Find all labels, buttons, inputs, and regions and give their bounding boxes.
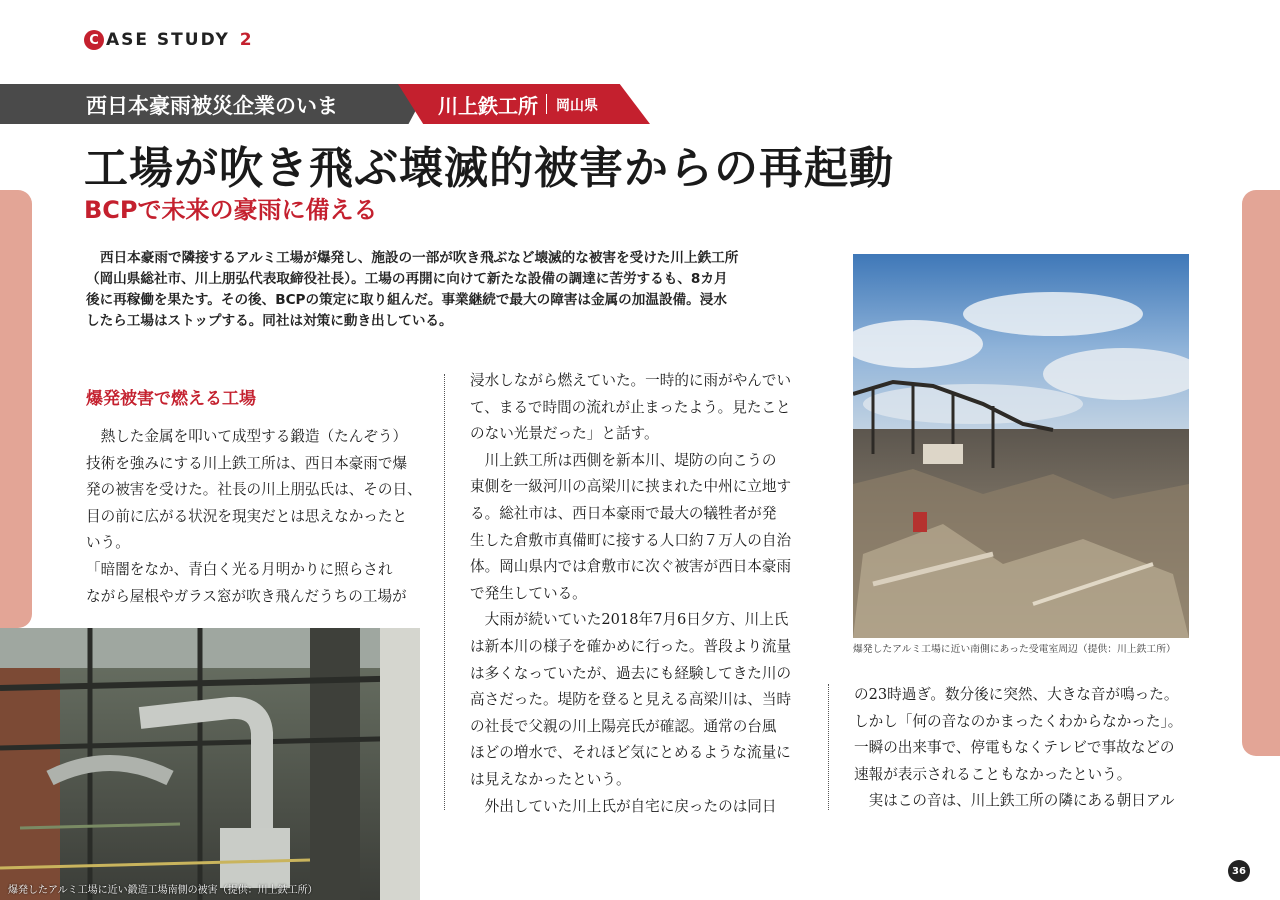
- body-line: 発の被害を受けた。社長の川上朋弘氏は、その日、: [86, 481, 422, 499]
- body-line: 「暗闇をなか、青白く光る月明かりに照らされ: [86, 560, 393, 578]
- body-line: 体。岡山県内では倉敷市に次ぐ被害が西日本豪雨: [470, 558, 792, 576]
- lead-line: したら工場はストップする。同社は対策に動き出している。: [86, 313, 453, 329]
- column-divider: [444, 374, 445, 810]
- body-line: は見えなかったという。: [470, 770, 631, 788]
- series-banner: [0, 84, 660, 124]
- body-line: は多くなっていたが、過去にも経験してきた川の: [470, 664, 792, 682]
- body-line: 大雨が続いていた2018年7月6日夕方、川上氏: [470, 611, 789, 629]
- photo-caption-right: 爆発したアルミ工場に近い南側にあった受電室周辺（提供：川上鉄工所）: [853, 644, 1176, 655]
- body-column-3: [854, 682, 1194, 815]
- body-line: いう。: [86, 534, 130, 552]
- body-column-1: [86, 424, 426, 610]
- body-line: 東側を一級河川の高梁川に挟まれた中州に立地す: [470, 478, 792, 496]
- left-side-tab: [0, 190, 32, 628]
- photo-illustration: [853, 254, 1189, 638]
- body-line: 川上鉄工所は西側を新本川、堤防の向こうの: [470, 451, 777, 469]
- column-divider-2: [828, 684, 829, 810]
- banner-separator: [546, 94, 547, 114]
- body-line: 浸水しながら燃えていた。一時的に雨がやんでい: [470, 372, 792, 389]
- body-line: 技術を強みにする川上鉄工所は、西日本豪雨で爆: [86, 454, 408, 472]
- lead-line: （岡山県総社市、川上朋弘代表取締役社長）。工場の再開に向けて新たな設備の調達に苦労するも、8カ月: [86, 271, 728, 287]
- body-line: て、まるで時間の流れが止まったよう。見たこと: [470, 398, 791, 416]
- body-line: しかし「何の音なのかまったくわからなかった」。: [854, 712, 1183, 730]
- lead-line: 後に再稼働を果たす。その後、BCPの策定に取り組んだ。事業継続で最大の障害は金属の加温設備。浸水: [86, 292, 727, 308]
- page-number: 36: [1228, 860, 1250, 882]
- lead-line: 西日本豪雨で隣接するアルミ工場が爆発し、施設の一部が吹き飛ぶなど壊滅的な被害を受けた川上鉄工所: [100, 250, 739, 266]
- body-line: は新本川の様子を確かめに行った。普段より流量: [470, 637, 792, 655]
- photo-caption-left: 爆発したアルミ工場に近い鍛造工場南側の被害（提供：川上鉄工所）: [8, 885, 318, 896]
- body-line: 外出していた川上氏が自宅に戻ったのは同日: [470, 797, 777, 815]
- case-study-text: ASE STUDY: [106, 30, 230, 50]
- body-line: の23時過ぎ。数分後に突然、大きな音が鳴った。: [854, 686, 1179, 703]
- forge-factory-damage-photo: [0, 628, 420, 900]
- article-subheadline: BCPで未来の豪雨に備える: [84, 196, 378, 224]
- lead-paragraph: [86, 248, 776, 332]
- body-line: 高さだった。堤防を登ると見える高梁川は、当時: [470, 691, 792, 709]
- body-column-2: [470, 368, 810, 820]
- body-line: 実はこの音は、川上鉄工所の隣にある朝日アル: [854, 792, 1175, 810]
- body-line: 生した倉敷市真備町に接する人口約７万人の自治: [470, 531, 792, 549]
- body-line: のない光景だった」と話す。: [470, 425, 659, 443]
- right-side-tab: [1242, 190, 1280, 756]
- body-line: 目の前に広がる状況を現実だとは思えなかったと: [86, 507, 408, 525]
- prefecture-label: 岡山県: [556, 98, 598, 114]
- power-room-damage-photo: [853, 254, 1189, 638]
- body-line: る。総社市は、西日本豪雨で最大の犠牲者が発: [470, 504, 777, 522]
- body-line: ほどの増水で、それほど気にとめるような流量に: [470, 744, 791, 762]
- article-headline: 工場が吹き飛ぶ壊滅的被害からの再起動: [84, 143, 894, 194]
- section-heading: 爆発被害で燃える工場: [86, 389, 256, 409]
- case-study-number: 2: [239, 30, 252, 50]
- body-line: 熱した金属を叩いて成型する鍛造（たんぞう）: [86, 428, 408, 445]
- series-label: 西日本豪雨被災企業のいま: [86, 94, 338, 118]
- photo-illustration: [0, 628, 420, 900]
- body-line: ながら屋根やガラス窓が吹き飛んだうちの工場が: [86, 587, 407, 605]
- body-line: 一瞬の出来事で、停電もなくテレビで事故などの: [854, 739, 1175, 757]
- company-name: 川上鉄工所: [438, 94, 538, 118]
- brand-c-logo: C: [84, 30, 104, 50]
- case-study-label: [84, 30, 252, 50]
- body-line: の社長で父親の川上陽亮氏が確認。通常の台風: [470, 717, 777, 735]
- body-line: で発生している。: [470, 584, 587, 602]
- body-line: 速報が表示されることもなかったという。: [854, 765, 1132, 783]
